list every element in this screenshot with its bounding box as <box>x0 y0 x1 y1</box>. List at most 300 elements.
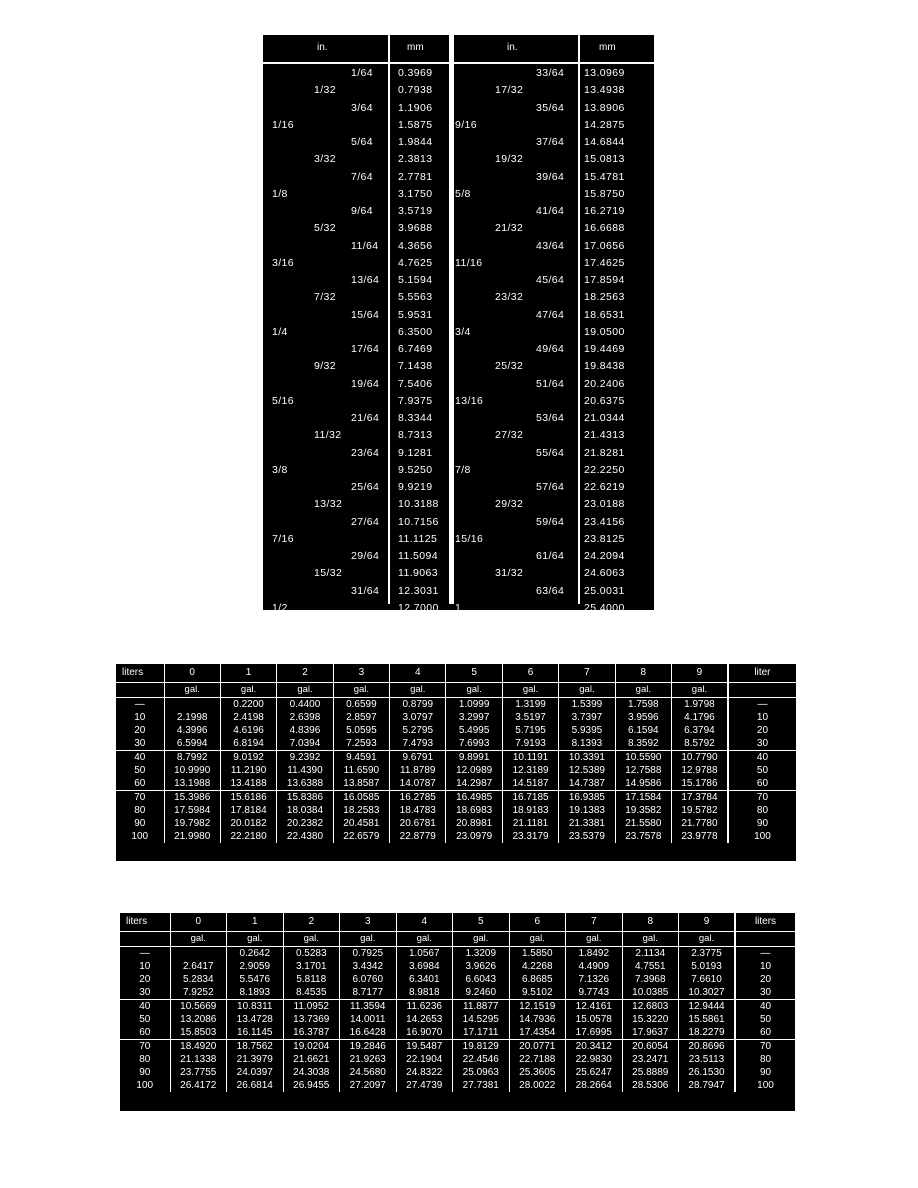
gallon-value: 12.6803 <box>622 1000 679 1014</box>
gallon-value: 26.4172 <box>170 1079 227 1092</box>
gallon-value: 7.4793 <box>390 737 446 751</box>
inch-value: 35/64 <box>536 101 565 114</box>
gallon-value: 10.1191 <box>502 751 558 765</box>
gallon-value: 14.5187 <box>502 777 558 791</box>
gallon-value: 9.2392 <box>277 751 333 765</box>
gallon-value: 12.0989 <box>446 764 502 777</box>
gallon-value: 16.9070 <box>396 1026 453 1040</box>
gallon-value: 21.9980 <box>164 830 220 843</box>
mm-value: 20.6375 <box>584 394 625 407</box>
gallon-value: 19.5487 <box>396 1040 453 1054</box>
inch-value: 7/32 <box>314 291 337 304</box>
mm-value: 1.9844 <box>398 136 433 148</box>
row-label: 40 <box>116 751 164 765</box>
mm-value: 19.8438 <box>584 360 625 373</box>
table-row <box>116 711 796 724</box>
gallon-value: 20.8981 <box>446 817 502 830</box>
inch-value: 15/32 <box>314 567 343 580</box>
inch-value: 53/64 <box>536 412 565 424</box>
table-row <box>263 412 654 429</box>
gallon-value: 20.3412 <box>566 1040 623 1054</box>
row-label-right: 40 <box>735 1000 795 1014</box>
gallon-value: 11.2190 <box>220 764 276 777</box>
gallon-value: 7.0394 <box>277 737 333 751</box>
header-digit: 3 <box>340 913 397 932</box>
mm-value: 8.3344 <box>398 412 433 424</box>
gallon-value: 12.9788 <box>672 764 728 777</box>
gallon-value: 8.7992 <box>164 751 220 765</box>
inch-value: 21/64 <box>351 412 380 424</box>
mm-value: 13.4938 <box>584 84 625 97</box>
unit-label: gal. <box>277 683 333 698</box>
table-row <box>263 119 654 136</box>
row-label: 100 <box>131 831 149 842</box>
table-row <box>116 698 796 712</box>
gallon-value: 8.9818 <box>396 986 453 1000</box>
inch-value: 3/8 <box>272 463 288 476</box>
inch-value: 13/64 <box>351 274 380 286</box>
table-row <box>263 429 654 446</box>
inch-value: 7/64 <box>351 170 374 183</box>
unit-row <box>120 932 795 947</box>
mm-value: 23.0188 <box>584 498 625 511</box>
inch-value: 61/64 <box>536 550 565 562</box>
table-row <box>263 481 654 498</box>
table-row <box>263 67 654 84</box>
gallon-value: 18.9183 <box>502 804 558 817</box>
mm-value: 8.7313 <box>398 429 433 442</box>
gallon-value: 4.1796 <box>672 711 728 724</box>
table-row <box>116 764 796 777</box>
gallon-value: 24.3038 <box>283 1066 340 1079</box>
gallon-value: 11.6236 <box>396 1000 453 1014</box>
gallon-value: 28.7947 <box>679 1079 736 1092</box>
header-digit: 5 <box>446 664 502 683</box>
gallon-value: 22.6579 <box>333 830 389 843</box>
gallon-value: 28.2664 <box>566 1079 623 1092</box>
gallon-value: 8.1393 <box>559 737 615 751</box>
row-label: 70 <box>120 1040 170 1054</box>
gallon-value: 7.2593 <box>333 737 389 751</box>
inch-value: 11/16 <box>455 256 483 269</box>
gallon-value: 20.8696 <box>679 1040 736 1054</box>
gallon-value: 6.6043 <box>453 973 510 986</box>
inch-value: 1/16 <box>272 118 295 131</box>
gallon-value: 5.0193 <box>679 960 736 973</box>
inch-value: 1 <box>455 601 462 614</box>
gallon-value: 1.3199 <box>502 698 558 712</box>
gallon-value: 19.5782 <box>672 804 728 817</box>
row-label-right: 20 <box>735 973 795 986</box>
gallon-value: 14.7387 <box>559 777 615 791</box>
unit-label: gal. <box>164 683 220 698</box>
gallon-value: 16.4985 <box>446 791 502 805</box>
mm-value: 23.8125 <box>584 532 625 545</box>
gallon-value: 2.6417 <box>170 960 227 973</box>
gallon-value: 0.2642 <box>227 947 284 961</box>
gallon-value: 2.8597 <box>333 711 389 724</box>
gallon-value: 19.0204 <box>283 1040 340 1054</box>
inch-value: 25/32 <box>495 360 524 373</box>
gallon-value: 15.8503 <box>170 1026 227 1040</box>
mm-value: 13.8906 <box>584 101 625 114</box>
conversion-grid <box>120 913 795 1092</box>
mm-value: 5.5563 <box>398 291 433 304</box>
gallon-value: 9.0192 <box>220 751 276 765</box>
unit-spacer <box>116 683 164 698</box>
table-row <box>120 1040 795 1054</box>
gallon-value: 6.8685 <box>509 973 566 986</box>
inch-value: 19/32 <box>495 153 524 166</box>
gallon-value: 12.5389 <box>559 764 615 777</box>
gallon-value: 9.8991 <box>446 751 502 765</box>
table-row <box>120 973 795 986</box>
gallon-value: 6.1594 <box>615 724 671 737</box>
gallon-value: 21.7780 <box>672 817 728 830</box>
mm-value: 7.1438 <box>398 360 433 373</box>
header-digit: 1 <box>227 913 284 932</box>
gallon-value: 11.6590 <box>333 764 389 777</box>
table-row <box>120 960 795 973</box>
unit-label: gal. <box>566 932 623 947</box>
header-digit: 8 <box>615 664 671 683</box>
mm-value: 4.3656 <box>398 239 433 252</box>
gallon-value: 15.5861 <box>679 1013 736 1026</box>
gallon-value: 21.3979 <box>227 1053 284 1066</box>
mm-value: 25.4000 <box>584 601 625 614</box>
gallon-value: 6.3794 <box>672 724 728 737</box>
header-liters-right: liters <box>735 913 795 932</box>
row-label-right: 40 <box>728 751 796 765</box>
row-label-right: 30 <box>728 737 796 751</box>
gallon-value: 10.8311 <box>227 1000 284 1014</box>
gallon-value: 21.3381 <box>559 817 615 830</box>
inch-value: 9/32 <box>314 360 337 373</box>
mm-value: 15.4781 <box>584 170 625 183</box>
gallon-value: 18.0384 <box>277 804 333 817</box>
gallon-value: 6.8194 <box>220 737 276 751</box>
mm-value: 3.9688 <box>398 222 433 235</box>
table-row <box>263 516 654 533</box>
table-row <box>120 1079 795 1092</box>
mm-value: 17.8594 <box>584 274 625 286</box>
gallon-value: 5.5476 <box>227 973 284 986</box>
row-label-right: 10 <box>728 711 796 724</box>
gallon-value: 21.9263 <box>340 1053 397 1066</box>
gallon-value: 22.1904 <box>396 1053 453 1066</box>
mm-value: 13.0969 <box>584 67 625 79</box>
header-digit: 1 <box>220 664 276 683</box>
row-label: 60 <box>134 778 146 789</box>
mm-value: 10.3188 <box>398 498 439 511</box>
row-label-right: — <box>735 947 795 961</box>
table-row <box>116 804 796 817</box>
table-row <box>120 1026 795 1040</box>
gallon-value: 3.6984 <box>396 960 453 973</box>
header-digit: 4 <box>390 664 446 683</box>
header-row <box>116 664 796 683</box>
inch-value: 7/16 <box>272 532 295 545</box>
inch-value: 39/64 <box>536 170 565 183</box>
inch-value: 5/8 <box>455 187 471 200</box>
gallon-value: 20.6781 <box>390 817 446 830</box>
gallon-value: 23.2471 <box>622 1053 679 1066</box>
mm-value: 6.7469 <box>398 343 433 355</box>
row-label: 40 <box>120 1000 170 1014</box>
gallon-value: 15.1786 <box>672 777 728 791</box>
inch-value: 59/64 <box>536 515 565 528</box>
gallon-value: 13.2086 <box>170 1013 227 1026</box>
inch-value: 41/64 <box>536 205 565 217</box>
mm-value: 0.3969 <box>398 67 433 79</box>
inch-value: 13/32 <box>314 498 343 511</box>
row-label: 90 <box>134 818 146 829</box>
gallon-value: 17.9637 <box>622 1026 679 1040</box>
gallon-value: 14.5295 <box>453 1013 510 1026</box>
gallon-value: 5.8118 <box>283 973 340 986</box>
gallon-value: 14.0787 <box>390 777 446 791</box>
gallon-value: 6.5994 <box>164 737 220 751</box>
gallon-value: 0.4400 <box>277 698 333 712</box>
gallon-value: 8.7177 <box>340 986 397 1000</box>
gallon-value: 14.2987 <box>446 777 502 791</box>
table-row <box>263 222 654 239</box>
inch-mm-conversion-table <box>263 35 654 613</box>
row-label: 80 <box>139 1054 151 1065</box>
inch-value: 3/4 <box>455 325 471 338</box>
gallon-value: 25.0963 <box>453 1066 510 1079</box>
mm-value: 3.5719 <box>398 205 433 217</box>
header-liters: liters <box>120 913 170 932</box>
gallon-value: 13.8587 <box>333 777 389 791</box>
gallon-value: 16.7185 <box>502 791 558 805</box>
unit-label: gal. <box>502 683 558 698</box>
mm-value: 1.5875 <box>398 118 433 131</box>
gallon-value: 0.6599 <box>333 698 389 712</box>
unit-label: gal. <box>396 932 453 947</box>
table-row <box>263 240 654 257</box>
gallon-value: 1.5399 <box>559 698 615 712</box>
table-row <box>263 291 654 308</box>
row-label-right: 70 <box>728 791 796 805</box>
table-row <box>263 102 654 119</box>
mm-value: 5.9531 <box>398 308 433 321</box>
gallon-value: 2.4198 <box>220 711 276 724</box>
gallon-value: 5.9395 <box>559 724 615 737</box>
mm-value: 16.2719 <box>584 205 625 217</box>
table-row <box>263 567 654 584</box>
row-label-right: — <box>728 698 796 712</box>
table-row <box>120 1066 795 1079</box>
gallon-value: 5.2834 <box>170 973 227 986</box>
gallon-value: 15.0578 <box>566 1013 623 1026</box>
gallon-value: 20.0182 <box>220 817 276 830</box>
inch-value: 11/64 <box>351 239 379 252</box>
gallon-value: 12.9444 <box>679 1000 736 1014</box>
gallon-value: 23.5379 <box>559 830 615 843</box>
unit-label: gal. <box>509 932 566 947</box>
row-label: 100 <box>136 1080 154 1091</box>
mm-value: 3.1750 <box>398 187 433 200</box>
gallon-value: 24.5680 <box>340 1066 397 1079</box>
gallon-value: 21.1181 <box>502 817 558 830</box>
inch-value: 47/64 <box>536 308 565 321</box>
mm-value: 10.7156 <box>398 515 439 528</box>
inch-value: 1/32 <box>314 84 337 97</box>
gallon-value: 7.6993 <box>446 737 502 751</box>
gallon-value: 11.8877 <box>453 1000 510 1014</box>
gallon-value: 15.8386 <box>277 791 333 805</box>
header-divider <box>263 62 654 64</box>
unit-label: gal. <box>227 932 284 947</box>
gallon-value: 23.0979 <box>446 830 502 843</box>
gallon-value: 6.3401 <box>396 973 453 986</box>
mm-value: 17.4625 <box>584 256 625 269</box>
inch-value: 55/64 <box>536 446 565 459</box>
mm-value: 14.2875 <box>584 118 625 131</box>
inch-value: 1/4 <box>272 325 288 338</box>
header-digit: 5 <box>453 913 510 932</box>
gallon-value: 23.5113 <box>679 1053 736 1066</box>
gallon-value: 22.7188 <box>509 1053 566 1066</box>
gallon-value: 2.1134 <box>622 947 679 961</box>
gallon-value: 25.6247 <box>566 1066 623 1079</box>
gallon-value: 5.7195 <box>502 724 558 737</box>
mm-value: 23.4156 <box>584 515 625 528</box>
inch-value: 15/64 <box>351 308 380 321</box>
gallon-value: 18.7562 <box>227 1040 284 1054</box>
inch-value: 13/16 <box>455 394 484 407</box>
mm-value: 18.2563 <box>584 291 625 304</box>
row-label-right: 60 <box>728 777 796 791</box>
mm-value: 21.0344 <box>584 412 625 424</box>
mm-value: 0.7938 <box>398 84 433 97</box>
gallon-value: 22.4380 <box>277 830 333 843</box>
gallon-value: 21.1338 <box>170 1053 227 1066</box>
gallon-value: 14.2653 <box>396 1013 453 1026</box>
row-label-right: 90 <box>728 817 796 830</box>
gallon-value: 3.5197 <box>502 711 558 724</box>
mm-value: 12.7000 <box>398 601 439 614</box>
inch-value: 63/64 <box>536 584 565 597</box>
unit-label: gal. <box>220 683 276 698</box>
row-label: 80 <box>134 805 146 816</box>
gallon-value: 25.8889 <box>622 1066 679 1079</box>
inch-value: 57/64 <box>536 481 565 493</box>
unit-label: gal. <box>340 932 397 947</box>
row-label-right: 100 <box>735 1079 795 1092</box>
gallon-value: 3.1701 <box>283 960 340 973</box>
gallon-value: 27.7381 <box>453 1079 510 1092</box>
gallon-value: 3.0797 <box>390 711 446 724</box>
gallon-value: 22.4546 <box>453 1053 510 1066</box>
gallon-value: 11.8789 <box>390 764 446 777</box>
mm-value: 22.2250 <box>584 463 625 476</box>
mm-value: 14.6844 <box>584 136 625 148</box>
gallon-value: 12.1519 <box>509 1000 566 1014</box>
header-mm-right: mm <box>599 42 616 53</box>
unit-label: gal. <box>622 932 679 947</box>
row-label-right: 30 <box>735 986 795 1000</box>
header-row <box>120 913 795 932</box>
mm-value: 9.5250 <box>398 463 433 476</box>
gallon-value: 22.2180 <box>220 830 276 843</box>
row-label: 10 <box>134 712 146 723</box>
gallon-value: 0.5283 <box>283 947 340 961</box>
row-label-right: 50 <box>735 1013 795 1026</box>
gallon-value: 5.0595 <box>333 724 389 737</box>
row-label-right: 10 <box>735 960 795 973</box>
gallon-value: 18.2279 <box>679 1026 736 1040</box>
inch-value: 5/32 <box>314 222 337 235</box>
gallon-value: 4.4909 <box>566 960 623 973</box>
table-row <box>263 550 654 567</box>
inch-value: 5/16 <box>272 394 295 407</box>
gallon-value: 9.7743 <box>566 986 623 1000</box>
gallon-value: 18.4920 <box>170 1040 227 1054</box>
inch-value: 3/64 <box>351 101 374 114</box>
inch-value: 37/64 <box>536 136 565 148</box>
gallon-value: 23.3179 <box>502 830 558 843</box>
gallon-value: 0.2200 <box>220 698 276 712</box>
gallon-value <box>170 947 227 961</box>
gallon-value: 10.5669 <box>170 1000 227 1014</box>
inch-value: 7/8 <box>455 463 471 476</box>
table-row <box>263 360 654 377</box>
gallon-value: 7.3968 <box>622 973 679 986</box>
table-row <box>116 737 796 751</box>
mm-value: 9.1281 <box>398 446 433 459</box>
header-digit: 9 <box>672 664 728 683</box>
header-inch-left: in. <box>317 42 328 53</box>
mm-value: 20.2406 <box>584 377 625 390</box>
row-label-right: 20 <box>728 724 796 737</box>
mm-value: 21.4313 <box>584 429 625 442</box>
row-label-right: 90 <box>735 1066 795 1079</box>
row-label-right: 80 <box>728 804 796 817</box>
inch-value: 45/64 <box>536 274 565 286</box>
gallon-value: 18.6983 <box>446 804 502 817</box>
inch-value: 51/64 <box>536 377 565 390</box>
gallon-value: 11.0952 <box>283 1000 340 1014</box>
table-row <box>263 205 654 222</box>
gallon-value: 17.5984 <box>164 804 220 817</box>
row-label: 30 <box>134 738 146 749</box>
gallon-value: 20.2382 <box>277 817 333 830</box>
gallon-value: 10.3027 <box>679 986 736 1000</box>
gallon-value: 1.8492 <box>566 947 623 961</box>
gallon-value: 25.3605 <box>509 1066 566 1079</box>
table-row <box>116 830 796 843</box>
table-row <box>116 791 796 805</box>
gallon-value: 7.1326 <box>566 973 623 986</box>
header-digit: 0 <box>170 913 227 932</box>
gallon-value: 15.6186 <box>220 791 276 805</box>
mm-value: 12.3031 <box>398 584 439 597</box>
table-row <box>263 533 654 550</box>
table-row <box>263 274 654 291</box>
inch-value: 27/32 <box>495 429 524 442</box>
gallon-value: 8.1893 <box>227 986 284 1000</box>
inch-value: 17/32 <box>495 84 524 97</box>
mm-value: 1.1906 <box>398 101 433 114</box>
inch-value: 29/32 <box>495 498 524 511</box>
gallon-value: 13.1988 <box>164 777 220 791</box>
header-digit: 3 <box>333 664 389 683</box>
row-label: 20 <box>134 725 146 736</box>
gallon-value: 11.4390 <box>277 764 333 777</box>
table-row <box>263 136 654 153</box>
